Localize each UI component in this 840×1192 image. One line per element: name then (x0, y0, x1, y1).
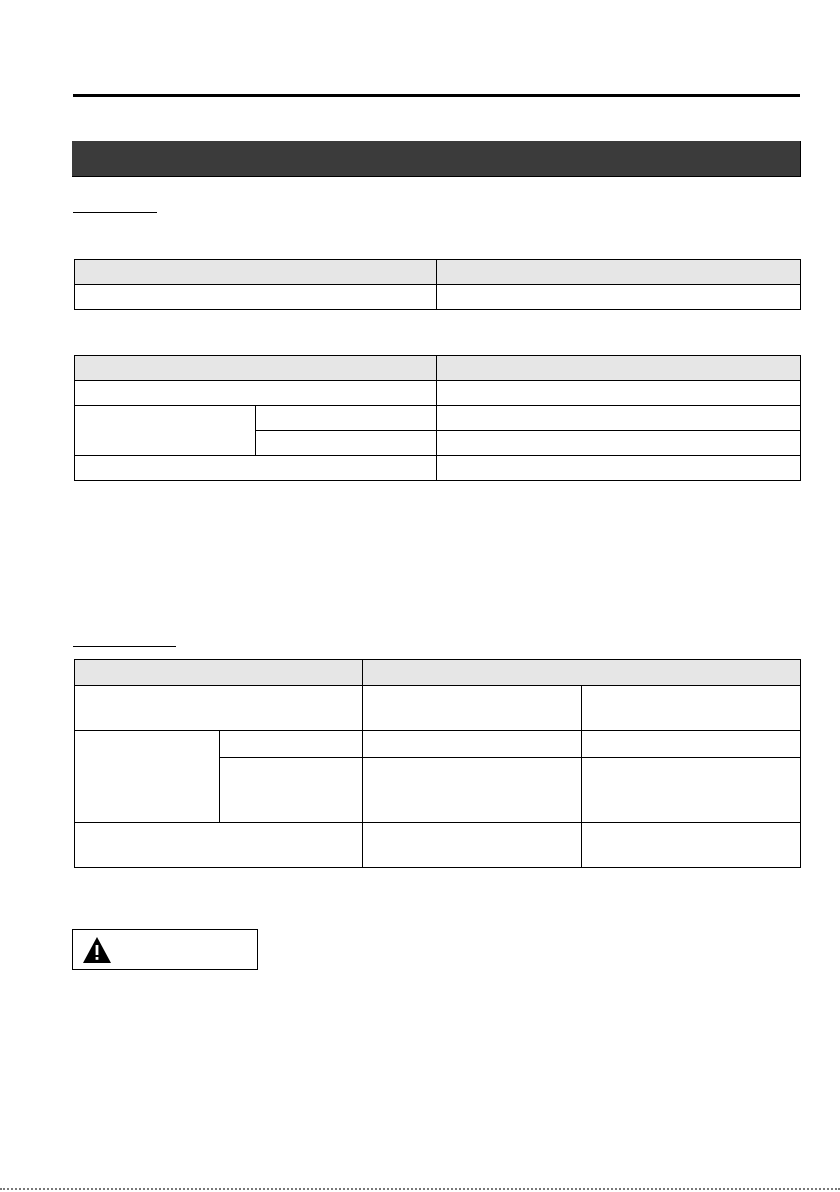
section-title-bar (72, 141, 801, 177)
table-cell (75, 823, 363, 868)
spec-table-3 (74, 659, 801, 868)
caution-box (72, 929, 258, 970)
table-cell (437, 381, 801, 406)
table-cell (582, 686, 801, 731)
table-header-cell (437, 356, 801, 381)
table-cell (220, 758, 363, 823)
table-cell (437, 456, 801, 481)
table-header-row (75, 260, 801, 285)
page-bottom-edge (0, 1188, 840, 1190)
table-header-cell (75, 356, 437, 381)
table-cell (75, 731, 220, 823)
table-header-row (75, 660, 801, 686)
table-row (75, 686, 801, 731)
table-header-cell (437, 260, 801, 285)
table-cell (256, 406, 437, 431)
subheading-2 (73, 632, 176, 647)
table-cell (75, 456, 437, 481)
header-rule (73, 94, 800, 97)
table-cell (75, 285, 437, 310)
table-header-row (75, 356, 801, 381)
table-header-cell (363, 660, 801, 686)
table-cell (363, 758, 582, 823)
table-cell (437, 406, 801, 431)
table-cell (75, 381, 437, 406)
table-cell (437, 431, 801, 456)
table-cell (363, 823, 582, 868)
table-header-cell (75, 660, 363, 686)
table-row (75, 381, 801, 406)
table-cell (220, 731, 363, 758)
table-row (75, 823, 801, 868)
table-cell (256, 431, 437, 456)
table-cell (582, 823, 801, 868)
table-row (75, 731, 801, 758)
table-header-cell (75, 260, 437, 285)
spec-table-1 (74, 259, 801, 310)
table-cell (75, 686, 363, 731)
table-cell (582, 731, 801, 758)
table-cell (363, 686, 582, 731)
table-cell (363, 731, 582, 758)
table-cell (75, 406, 256, 456)
spec-table-2 (74, 355, 801, 481)
table-cell (437, 285, 801, 310)
table-row (75, 406, 801, 431)
subheading-1 (73, 198, 157, 213)
table-cell (582, 758, 801, 823)
table-row (75, 285, 801, 310)
table-row (75, 456, 801, 481)
